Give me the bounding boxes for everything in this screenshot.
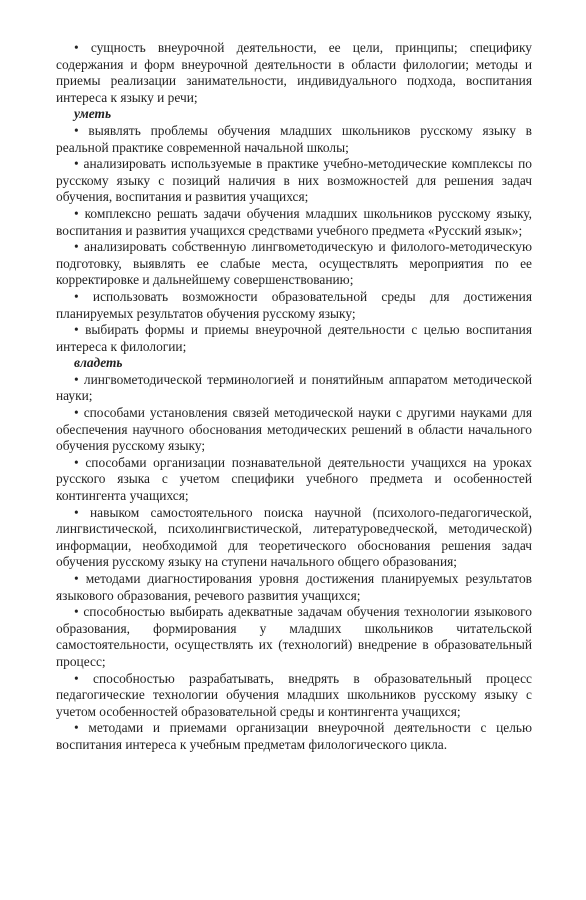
- list-item: • анализировать собственную лингвометодическую и филолого-методическую подготовку, выявлять ее слабые места, осуществлять мероприятия по ее корректировке и дальнейшему совершенствованию;: [56, 239, 532, 288]
- list-item: • использовать возможности образовательной среды для достижения планируемых результатов обучения русскому языку;: [56, 288, 532, 321]
- list-item: • способностью разрабатывать, внедрять в образовательный процесс педагогические технологии обучения младших школьников русскому языку с учетом особенностей образовательной среды и контингента учащихся;: [56, 670, 532, 719]
- list-item: • сущность внеурочной деятельности, ее цели, принципы; специфику содержания и форм внеурочной деятельности в области филологии; методы и приемы реализации занимательности, индивидуального подхода, воспитания интереса к языку и речи;: [56, 40, 532, 105]
- list-item: • способами организации познавательной деятельности учащихся на уроках русского языка с учетом специфики учебного предмета и особенностей контингента учащихся;: [56, 454, 532, 504]
- list-item: • навыком самостоятельного поиска научной (психолого-педагогической, лингвистической, психолингвистической, литературоведческой, методической) информации, необходимой для теоретического обоснования решения задач обучения русскому языку на ступени начального общего образования;: [56, 504, 532, 570]
- section-heading-skills: уметь: [74, 106, 112, 122]
- section-heading-mastery: владеть: [74, 355, 123, 371]
- list-item: • методами диагностирования уровня достижения планируемых результатов языкового образования, речевого развития учащихся;: [56, 571, 532, 603]
- list-item: • методами и приемами организации внеурочной деятельности с целью воспитания интереса к учебным предметам филологического цикла.: [56, 720, 532, 752]
- list-item: • анализировать используемые в практике учебно-методические комплексы по русскому языку с позиций наличия в них возможностей для решения задач обучения, воспитания и развития учащихся;: [56, 156, 532, 205]
- list-item: • выбирать формы и приемы внеурочной деятельности с целью воспитания интереса к филологии;: [56, 322, 532, 354]
- list-item: • лингвометодической терминологией и понятийным аппаратом методической науки;: [56, 371, 532, 404]
- list-item: • выявлять проблемы обучения младших школьников русскому языку в реальной практике современной начальной школы;: [56, 122, 532, 155]
- document-page: [56, 40, 532, 754]
- list-item: • способами установления связей методической науки с другими науками для обеспечения научного обоснования методических решений в области начального обучения русскому языку;: [56, 405, 532, 454]
- list-item: • способностью выбирать адекватные задачам обучения технологии языкового образования, формирования у младших школьников читательской самостоятельности, осуществлять их (технологий) внедрение в образовательный процесс;: [56, 604, 532, 669]
- list-item: • комплексно решать задачи обучения младших школьников русскому языку, воспитания и развития учащихся средствами учебного предмета «Русский язык»;: [56, 205, 532, 238]
